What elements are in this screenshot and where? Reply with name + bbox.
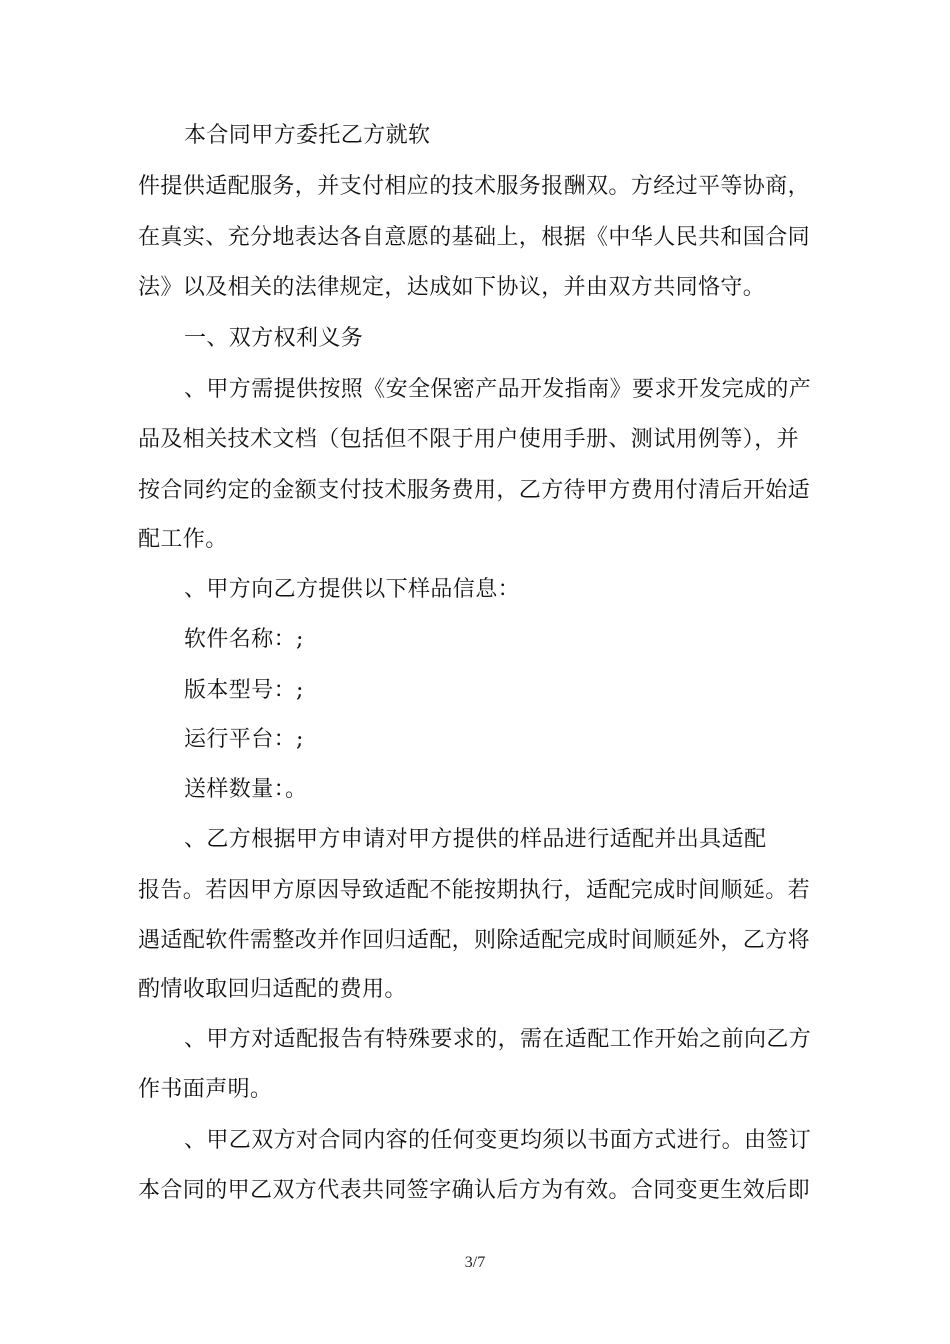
text-line: 、甲方需提供按照《安全保密产品开发指南》要求开发完成的产: [184, 377, 812, 402]
section-heading: 一、双方权利义务: [184, 326, 364, 351]
text-line: 作书面声明。: [138, 1077, 273, 1102]
text-line: 、乙方根据甲方申请对甲方提供的样品进行适配并出具适配: [184, 827, 767, 852]
text-line: 、甲方对适配报告有特殊要求的，需在适配工作开始之前向乙方: [184, 1027, 812, 1052]
sample-field-quantity: 送样数量：。: [184, 777, 308, 802]
text-line: 按合同约定的金额支付技术服务费用，乙方待甲方费用付清后开始适: [138, 478, 811, 503]
text-line: 本合同甲方委托乙方就软: [184, 123, 431, 148]
text-line: 、甲方向乙方提供以下样品信息：: [184, 577, 521, 602]
text-line: 件提供适配服务，并支付相应的技术服务报酬双。方经过平等协商，: [138, 174, 811, 199]
text-line: 法》以及相关的法律规定，达成如下协议，并由双方共同恪守。: [138, 275, 766, 300]
sample-field-version: 版本型号：;: [184, 678, 304, 703]
sample-field-platform: 运行平台：;: [184, 727, 304, 752]
text-line: 配工作。: [138, 527, 228, 552]
text-line: 遇适配软件需整改并作回归适配，则除适配完成时间顺延外，乙方将: [138, 928, 811, 953]
text-line: 报告。若因甲方原因导致适配不能按期执行，适配完成时间顺延。若: [138, 878, 811, 903]
text-line: 酌情收取回归适配的费用。: [138, 977, 407, 1002]
text-line: 本合同的甲乙双方代表共同签字确认后方为有效。合同变更生效后即: [138, 1178, 811, 1203]
page-number: 3/7: [464, 1254, 486, 1271]
sample-field-software-name: 软件名称：;: [184, 627, 304, 652]
text-line: 、甲乙双方对合同内容的任何变更均须以书面方式进行。由签订: [184, 1128, 812, 1153]
text-line: 品及相关技术文档（包括但不限于用户使用手册、测试用例等），并: [138, 427, 800, 452]
text-line: 在真实、充分地表达各自意愿的基础上，根据《中华人民共和国合同: [138, 225, 811, 250]
